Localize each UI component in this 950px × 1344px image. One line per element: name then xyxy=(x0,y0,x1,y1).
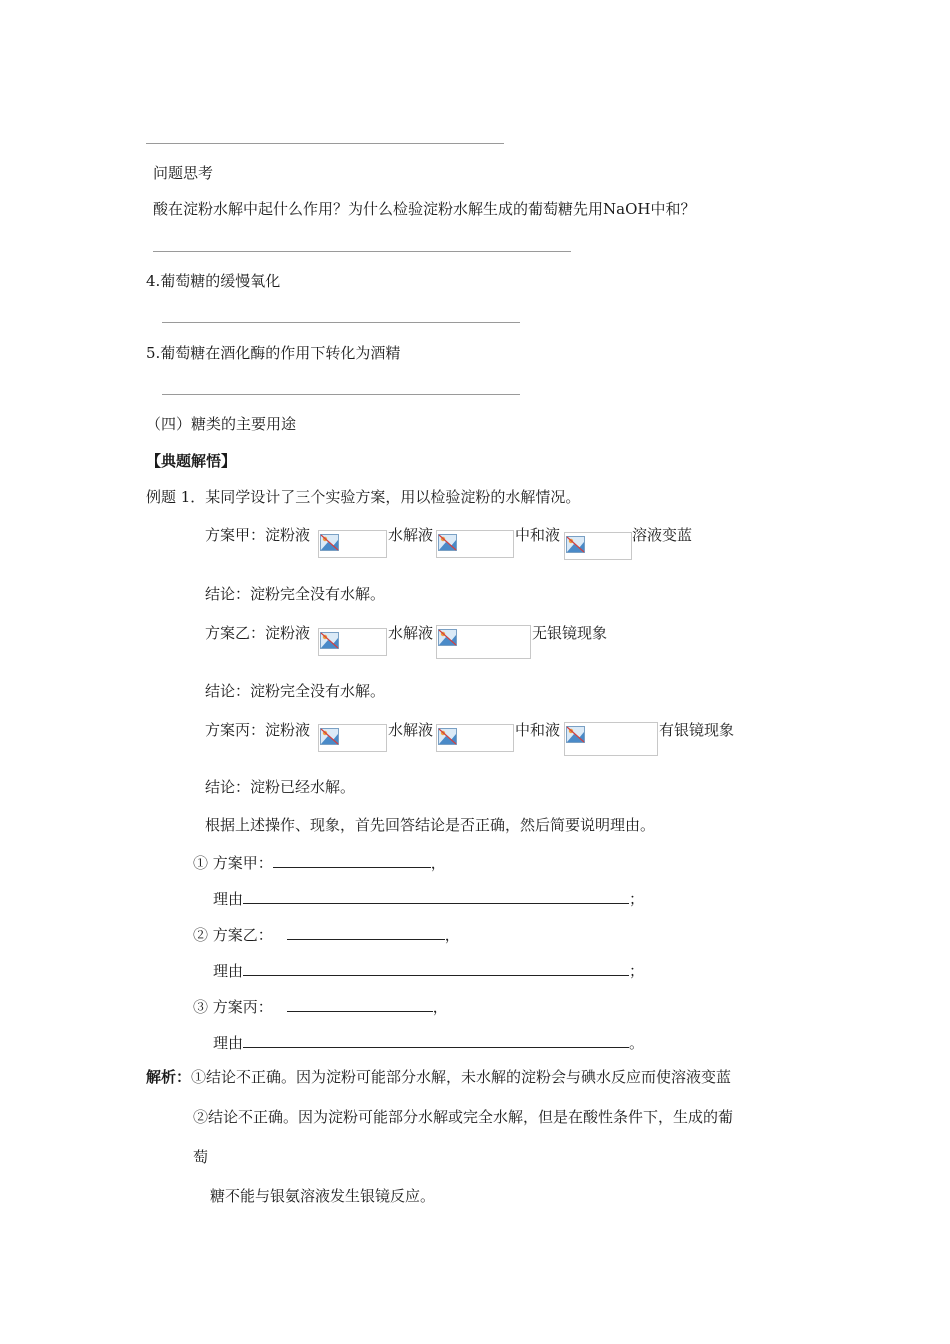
answer-3-comma: ， xyxy=(432,998,448,1016)
reason-2-label: 理由 xyxy=(213,962,244,980)
reason-1-label: 理由 xyxy=(213,890,244,908)
reason-3-end: 。 xyxy=(629,1034,645,1052)
reason-2-blank[interactable] xyxy=(243,959,629,976)
reason-1-blank[interactable] xyxy=(243,887,629,904)
plan-a-conclusion: 结论：淀粉完全没有水解。 xyxy=(205,585,386,603)
reason-3 xyxy=(213,1031,644,1053)
plan-b-result: 无银镜现象 xyxy=(532,624,608,642)
item-5: 5.葡萄糖在酒化酶的作用下转化为酒精 xyxy=(146,344,401,362)
plan-c-step-2: 水解液 xyxy=(388,721,434,739)
analysis-line-1 xyxy=(146,1067,731,1087)
reaction-arrow-image xyxy=(436,724,514,752)
answer-1-label: ① 方案甲： xyxy=(193,854,273,872)
broken-image-icon xyxy=(566,726,585,743)
reaction-arrow-image xyxy=(436,530,514,558)
answer-3 xyxy=(193,995,448,1017)
broken-image-icon xyxy=(320,632,339,649)
answer-1 xyxy=(193,851,446,873)
reaction-arrow-image xyxy=(564,722,658,756)
broken-image-icon xyxy=(438,629,457,646)
plan-c-step-3: 中和液 xyxy=(515,721,561,739)
analysis-line-3: 萄 xyxy=(193,1148,209,1166)
plan-a-step-3: 中和液 xyxy=(515,526,561,544)
answer-1-comma: ， xyxy=(430,854,446,872)
answer-line xyxy=(162,394,520,395)
typical-problems-title: 【典题解悟】 xyxy=(146,452,237,470)
reason-3-label: 理由 xyxy=(213,1034,244,1052)
broken-image-icon xyxy=(438,728,457,745)
question-think-text: 酸在淀粉水解中起什么作用？为什么检验淀粉水解生成的葡萄糖先用NaOH中和？ xyxy=(153,200,696,218)
answer-2-label: ② 方案乙： xyxy=(193,926,273,944)
analysis-line-2: ②结论不正确。因为淀粉可能部分水解或完全水解，但是在酸性条件下，生成的葡 xyxy=(193,1108,734,1126)
answer-2 xyxy=(193,923,460,945)
answer-3-label: ③ 方案丙： xyxy=(193,998,273,1016)
reason-2-end: ； xyxy=(629,962,645,980)
item-4: 4.葡萄糖的缓慢氧化 xyxy=(146,272,281,290)
plan-a-step-2: 水解液 xyxy=(388,526,434,544)
answer-line xyxy=(146,143,504,144)
answer-3-blank[interactable] xyxy=(287,995,433,1012)
reaction-arrow-image xyxy=(564,532,632,560)
reason-1 xyxy=(213,887,644,909)
reason-2 xyxy=(213,959,644,981)
section-heading: （四）糖类的主要用途 xyxy=(146,415,297,433)
reason-1-end: ； xyxy=(629,890,645,908)
plan-b-step-2: 水解液 xyxy=(388,624,434,642)
example-1-stem: 例题 1．某同学设计了三个实验方案，用以检验淀粉的水解情况。 xyxy=(146,488,581,506)
plan-b-label: 方案乙：淀粉液 xyxy=(205,624,311,642)
reason-3-blank[interactable] xyxy=(243,1031,629,1048)
reaction-arrow-image xyxy=(318,628,387,656)
answer-line xyxy=(162,322,520,323)
plan-c-result: 有银镜现象 xyxy=(659,721,735,739)
plan-c-label: 方案丙：淀粉液 xyxy=(205,721,311,739)
reaction-arrow-image xyxy=(436,625,531,659)
broken-image-icon xyxy=(566,536,585,553)
answer-line xyxy=(153,251,571,252)
instruction-text: 根据上述操作、现象，首先回答结论是否正确，然后简要说明理由。 xyxy=(205,816,656,834)
analysis-label: 解析： xyxy=(146,1068,192,1086)
plan-c-conclusion: 结论：淀粉已经水解。 xyxy=(205,778,356,796)
broken-image-icon xyxy=(320,728,339,745)
answer-1-blank[interactable] xyxy=(273,851,431,868)
reaction-arrow-image xyxy=(318,530,387,558)
answer-2-comma: ， xyxy=(444,926,460,944)
plan-b-conclusion: 结论：淀粉完全没有水解。 xyxy=(205,682,386,700)
analysis-line-4: 糖不能与银氨溶液发生银镜反应。 xyxy=(210,1187,436,1205)
broken-image-icon xyxy=(320,534,339,551)
question-think-heading: 问题思考 xyxy=(153,164,214,182)
plan-a-result: 溶液变蓝 xyxy=(632,526,693,544)
broken-image-icon xyxy=(438,534,457,551)
answer-2-blank[interactable] xyxy=(287,923,445,940)
reaction-arrow-image xyxy=(318,724,387,752)
plan-a-label: 方案甲：淀粉液 xyxy=(205,526,311,544)
analysis-text-1: ①结论不正确。因为淀粉可能部分水解，未水解的淀粉会与碘水反应而使溶液变蓝 xyxy=(191,1068,732,1086)
